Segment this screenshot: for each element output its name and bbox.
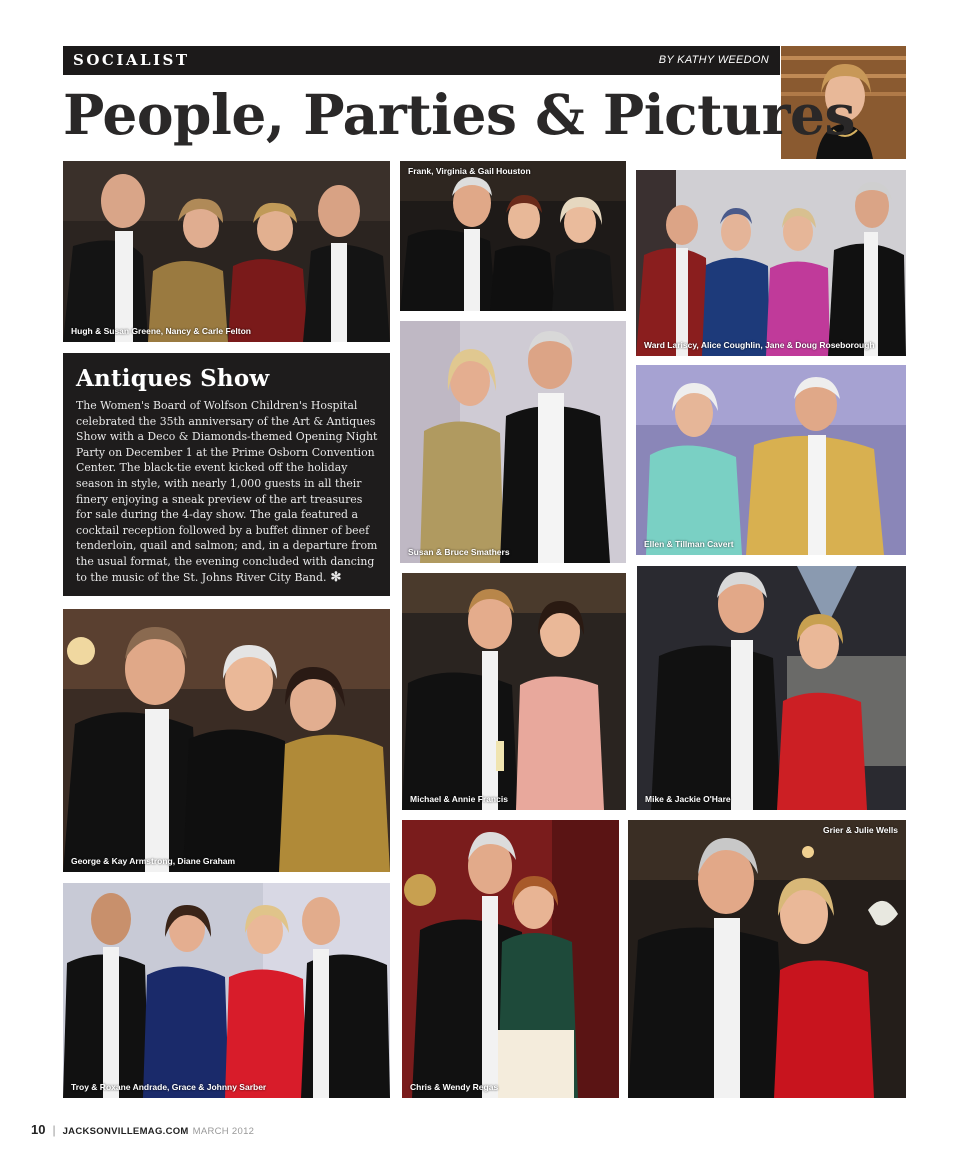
photo-wells [628, 820, 906, 1098]
article-box [63, 353, 390, 596]
photo-smathers [400, 321, 626, 563]
photo-caption: Hugh & Susan Greene, Nancy & Carle Felton [71, 326, 251, 336]
photo-cavert [636, 365, 906, 555]
footer-separator: | [52, 1123, 56, 1137]
photo-armstrong-graham [63, 609, 390, 872]
photo-caption: Mike & Jackie O'Hare [645, 794, 731, 804]
photo-francis [402, 573, 626, 810]
end-mark-icon: ✻ [330, 569, 342, 585]
section-label: SOCIALIST [73, 51, 190, 69]
article-text: The Women's Board of Wolfson Children's Hospital celebrated the 35th anniversary of the Art & Antiques Show with a Deco & Diamonds-themed Opening Night Party on December 1 at the Prime Osborn Convention Center. The black-tie event kicked off the holiday season in style, with nearly 1,000 guests in all their finery enjoying a sneak preview of the art treasures for sale during the 4-day show. The gala featured a cocktail reception followed by a buffet dinner of beef tenderloin, quail and salmon; and, in a departure from the usual format, the evening concluded with dancing to the music of the St. Johns River City Band. [76, 399, 378, 584]
photo-caption: Ellen & Tillman Cavert [644, 539, 734, 549]
section-header-bar [63, 46, 780, 75]
photo-caption: Michael & Annie Francis [410, 794, 508, 804]
photo-caption: Grier & Julie Wells [823, 825, 898, 835]
photo-greene-felton [63, 161, 390, 342]
photo-houston [400, 161, 626, 311]
article-body [76, 398, 378, 585]
photo-lariscy-roseborough [636, 170, 906, 356]
article-title: Antiques Show [76, 365, 270, 392]
photo-caption: Troy & Roxane Andrade, Grace & Johnny Sarber [71, 1082, 267, 1092]
photo-caption: George & Kay Armstrong, Diane Graham [71, 856, 236, 866]
page-headline: People, Parties & Pictures [63, 82, 855, 147]
photo-andrade-sarber [63, 883, 390, 1098]
photo-caption: Frank, Virginia & Gail Houston [408, 166, 531, 176]
photo-regas [402, 820, 619, 1098]
photo-caption: Ward Lariscy, Alice Coughlin, Jane & Doug Roseborough [644, 340, 875, 350]
photo-caption: Susan & Bruce Smathers [408, 547, 510, 557]
page-number: 10 [31, 1122, 46, 1137]
byline: BY KATHY WEEDON [658, 54, 769, 66]
site-url: JACKSONVILLEMAG.COM [62, 1126, 189, 1137]
photo-ohare [637, 566, 906, 810]
issue-date: MARCH 2012 [192, 1126, 255, 1137]
photo-caption: Chris & Wendy Regas [410, 1082, 499, 1092]
page-footer [31, 1121, 254, 1139]
